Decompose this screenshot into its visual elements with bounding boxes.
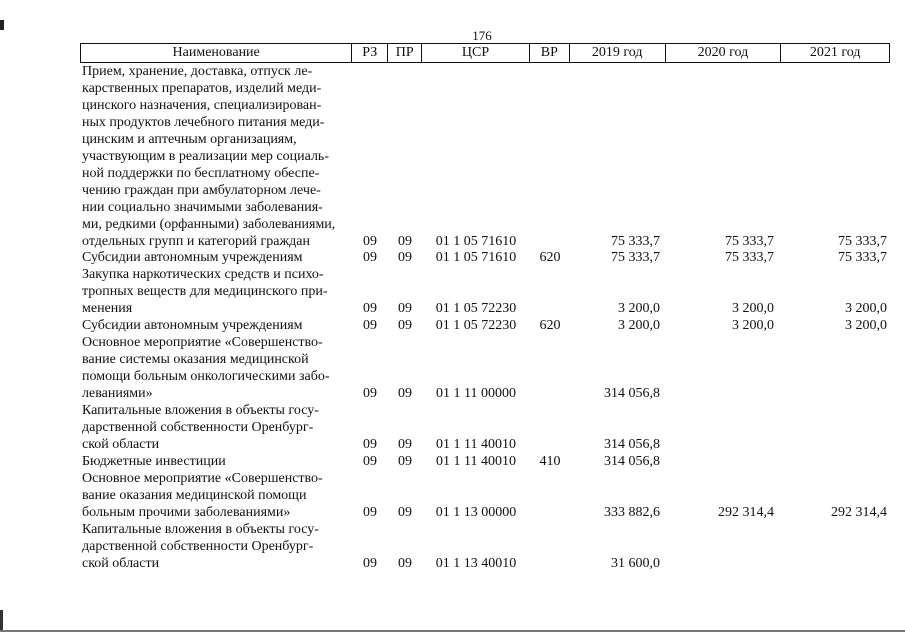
name-line: Основное мероприятие «Совершенство- [82,470,323,486]
name-line: дарственной собственности Оренбург- [82,420,314,436]
cell-name [80,403,352,454]
table-row [80,471,890,522]
name-line: Основное мероприятие «Совершенство- [82,335,323,351]
name-line: Субсидии автономным учреждениям [82,250,303,266]
name-line: нии социально значимыми заболевания- [82,199,323,215]
name-line: Капитальные вложения в объекты госу- [82,521,319,537]
cell-rz: 09 [363,250,377,266]
cell-rz: 09 [363,386,377,402]
table-row [80,522,890,573]
name-line: цинского назначения, специализирован- [82,97,322,113]
name-line: Субсидии автономным учреждениям [82,318,303,334]
column-header-2019: 2019 год [570,44,666,62]
cell-rz: 09 [363,436,377,452]
cell-2020: 75 333,7 [725,250,774,266]
cell-rz: 09 [363,301,377,317]
cell-rz: 09 [363,318,377,334]
name-line: Закупка наркотических средств и психо- [82,267,324,283]
name-line: Прием, хранение, доставка, отпуск ле- [82,64,313,79]
name-line: менения [82,301,133,317]
name-line: карственных препаратов, изделий меди- [82,80,322,96]
cell-csr: 01 1 11 00000 [436,386,516,402]
cell-2020: 3 200,0 [732,301,774,317]
name-line: ной поддержки по бесплатному обеспе- [82,165,320,181]
cell-2019: 3 200,0 [618,318,660,334]
table-row [80,318,890,335]
cell-name [80,454,352,471]
page-number: 176 [472,28,492,43]
cell-csr: 01 1 13 40010 [435,555,517,571]
name-line: чению граждан при амбулаторном лече- [82,182,321,198]
name-line: больным прочими заболеваниями» [82,504,291,520]
column-header-name: Наименование [81,44,352,62]
cell-2019: 314 056,8 [604,453,660,469]
name-line: ской области [82,555,160,571]
table-row [80,64,890,250]
cell-name [80,64,352,250]
scan-edge-mark-bottom [0,610,3,632]
cell-vr: 620 [539,250,561,266]
name-line: Капитальные вложения в объекты госу- [82,403,319,419]
table-row [80,250,890,267]
name-line: Бюджетные инвестиции [82,453,226,469]
cell-pr: 09 [398,250,412,266]
cell-pr: 09 [398,436,412,452]
cell-pr: 09 [398,555,412,571]
name-line: ской области [82,436,160,452]
table-row [80,335,890,403]
cell-2020: 3 200,0 [732,318,774,334]
cell-pr: 09 [398,233,412,249]
cell-csr: 01 1 05 71610 [435,233,517,249]
cell-2020: 75 333,7 [725,233,774,249]
name-line: отдельных групп и категорий граждан [82,233,310,249]
cell-pr: 09 [398,318,412,334]
cell-pr: 09 [398,301,412,317]
cell-csr: 01 1 05 71610 [435,250,517,266]
name-line: цинским и аптечным организациям, [82,131,297,147]
cell-2019: 333 882,6 [604,504,660,520]
column-header-pr: ПР [388,44,422,62]
cell-2021: 75 333,7 [838,250,887,266]
table-row [80,267,890,318]
name-line: вание оказания медицинской помощи [82,487,307,503]
cell-vr: 620 [539,318,561,334]
cell-2019: 314 056,8 [604,436,660,452]
cell-2019: 3 200,0 [618,301,660,317]
cell-2019: 31 600,0 [611,555,660,571]
cell-pr: 09 [398,453,412,469]
name-line: ных продуктов лечебного питания меди- [82,114,325,130]
cell-name [80,250,352,267]
cell-name [80,335,352,403]
table-row [80,454,890,471]
cell-pr: 09 [398,504,412,520]
cell-csr: 01 1 05 72230 [435,301,517,317]
cell-csr: 01 1 13 00000 [435,504,517,520]
name-line: участвующим в реализации мер социаль- [82,148,329,164]
cell-rz: 09 [363,555,377,571]
name-line: помощи больным онкологическими забо- [82,369,330,385]
cell-pr: 09 [398,386,412,402]
cell-csr: 01 1 05 72230 [435,318,517,334]
cell-2020: 292 314,4 [718,504,774,520]
name-line: дарственной собственности Оренбург- [82,538,314,554]
name-line: вание системы оказания медицинской [82,352,309,368]
table-row [80,403,890,454]
cell-2021: 292 314,4 [831,504,887,520]
table-body [80,64,890,573]
name-line: леваниями» [82,386,153,402]
cell-name [80,471,352,522]
cell-csr: 01 1 11 40010 [436,453,516,469]
column-header-vr: ВР [530,44,570,62]
cell-name [80,522,352,573]
column-header-2020: 2020 год [666,44,782,62]
cell-2019: 75 333,7 [611,233,660,249]
cell-rz: 09 [363,453,377,469]
cell-2021: 75 333,7 [838,233,887,249]
cell-rz: 09 [363,504,377,520]
name-line: тропных веществ для медицинского при- [82,284,328,300]
table-header [80,43,890,63]
column-header-csr: ЦСР [422,44,530,62]
cell-csr: 01 1 11 40010 [436,436,516,452]
scan-bottom-rule [0,630,905,632]
cell-2021: 3 200,0 [845,301,887,317]
cell-2019: 314 056,8 [604,386,660,402]
cell-2019: 75 333,7 [611,250,660,266]
name-line: ми, редкими (орфанными) заболеваниями, [82,216,336,232]
column-header-2021: 2021 год [809,45,861,60]
cell-vr: 410 [539,453,561,469]
scan-edge-mark [0,20,4,30]
cell-name [80,267,352,318]
cell-2021: 3 200,0 [845,318,887,334]
cell-name [80,318,352,335]
cell-rz: 09 [363,233,377,249]
column-header-rz: РЗ [352,44,388,62]
